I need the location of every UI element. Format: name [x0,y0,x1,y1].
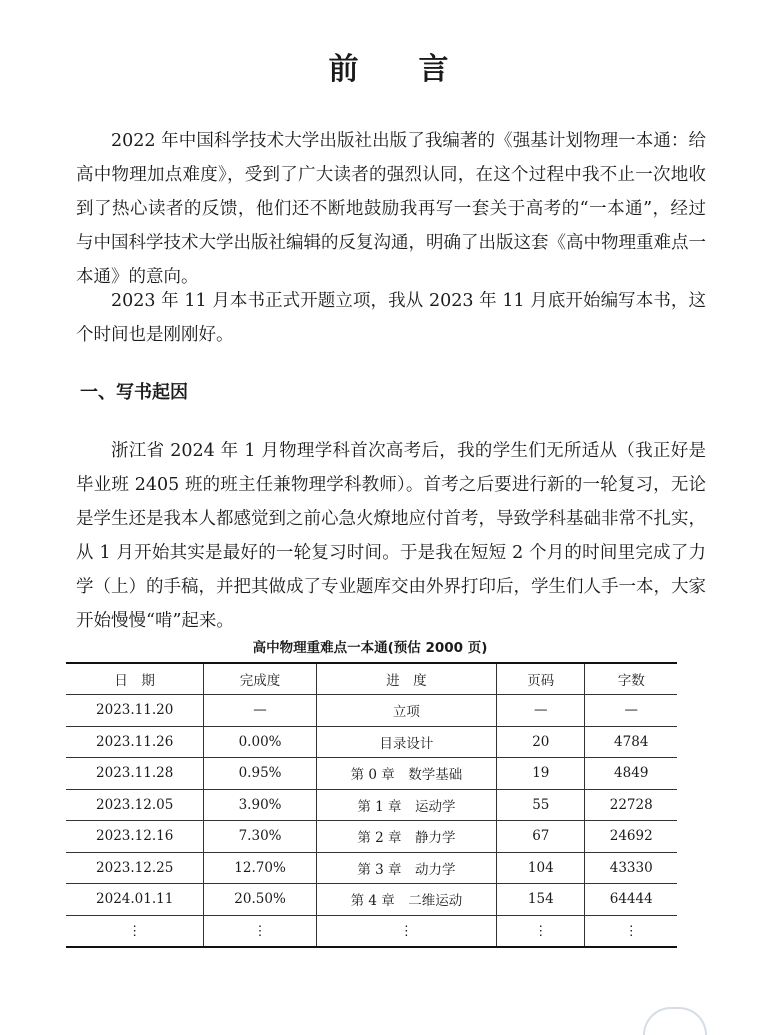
cell-words: 64444 [585,884,677,916]
section-heading: 一、写书起因 [80,382,188,403]
header-completion: 完成度 [204,663,316,695]
cell-completion: — [204,695,316,727]
cell-date: 2023.11.26 [66,726,204,758]
table-row [66,789,677,821]
table-row [66,695,677,727]
cell-progress: 第 0 章 数学基础 [316,758,496,790]
cell-words: 43330 [585,852,677,884]
cell-ellipsis: ⋮ [204,915,316,947]
table-row [66,758,677,790]
cell-date: 2023.12.25 [66,852,204,884]
header-pages: 页码 [497,663,585,695]
cell-date: 2023.12.16 [66,821,204,853]
cell-completion: 0.00% [204,726,316,758]
cell-progress: 目录设计 [316,726,496,758]
cell-date: 2024.01.11 [66,884,204,916]
cell-date: 2023.12.05 [66,789,204,821]
cell-completion: 0.95% [204,758,316,790]
cell-progress: 立项 [316,695,496,727]
header-words: 字数 [585,663,677,695]
cell-progress: 第 3 章 动力学 [316,852,496,884]
cell-ellipsis: ⋮ [316,915,496,947]
cell-completion: 7.30% [204,821,316,853]
cell-pages: 154 [497,884,585,916]
cell-date: 2023.11.28 [66,758,204,790]
table-header-row [66,663,677,695]
cell-date: 2023.11.20 [66,695,204,727]
cell-pages: 104 [497,852,585,884]
cell-progress: 第 2 章 静力学 [316,821,496,853]
cell-words: 24692 [585,821,677,853]
cell-pages: 19 [497,758,585,790]
header-date: 日 期 [66,663,204,695]
table-row [66,821,677,853]
cell-pages: 20 [497,726,585,758]
table-row [66,884,677,916]
cell-completion: 3.90% [204,789,316,821]
paragraph-motivation: 浙江省 2024 年 1 月物理学科首次高考后，我的学生们无所适从（我正好是毕业班 2405 班的班主任兼物理学科教师）。首考之后要进行新的一轮复习，无论是学生还是我本人都感觉到之前心急火燎地应付首考，导致学科基础非常不扎实，从 1 月开始其实是最好的一轮复习时间。于是我在短短 2 个月的时间里完成了力学（上）的手稿，并把其做成了专业题库交由外界打印后，学生们人手一本，大家开始慢慢“啃”起来。 [76,441,706,631]
header-progress: 进 度 [316,663,496,695]
cell-progress: 第 1 章 运动学 [316,789,496,821]
cell-pages: 67 [497,821,585,853]
cell-words: — [585,695,677,727]
cell-pages: — [497,695,585,727]
paragraph-intro: 2022 年中国科学技术大学出版社出版了我编著的《强基计划物理一本通：给高中物理加点难度》，受到了广大读者的强烈认同，在这个过程中我不止一次地收到了热心读者的反馈，他们还不断地鼓励我再写一套关于高考的“一本通”，经过与中国科学技术大学出版社编辑的反复沟通，明确了出版这套《高中物理重难点一本通》的意向。 [76,131,706,287]
cell-pages: 55 [497,789,585,821]
corner-decoration [643,1007,707,1035]
cell-words: 4784 [585,726,677,758]
cell-words: 22728 [585,789,677,821]
table-row-ellipsis [66,915,677,947]
table-row [66,852,677,884]
cell-completion: 12.70% [204,852,316,884]
cell-ellipsis: ⋮ [497,915,585,947]
page-title: 前言 [328,52,509,87]
paragraph-start-date: 2023 年 11 月本书正式开题立项，我从 2023 年 11 月底开始编写本书，这个时间也是刚刚好。 [76,291,706,345]
progress-table [66,662,677,948]
cell-words: 4849 [585,758,677,790]
table-row [66,726,677,758]
cell-completion: 20.50% [204,884,316,916]
cell-progress: 第 4 章 二维运动 [316,884,496,916]
table-caption: 高中物理重难点一本通(预估 2000 页) [252,640,488,656]
cell-ellipsis: ⋮ [66,915,204,947]
cell-ellipsis: ⋮ [585,915,677,947]
